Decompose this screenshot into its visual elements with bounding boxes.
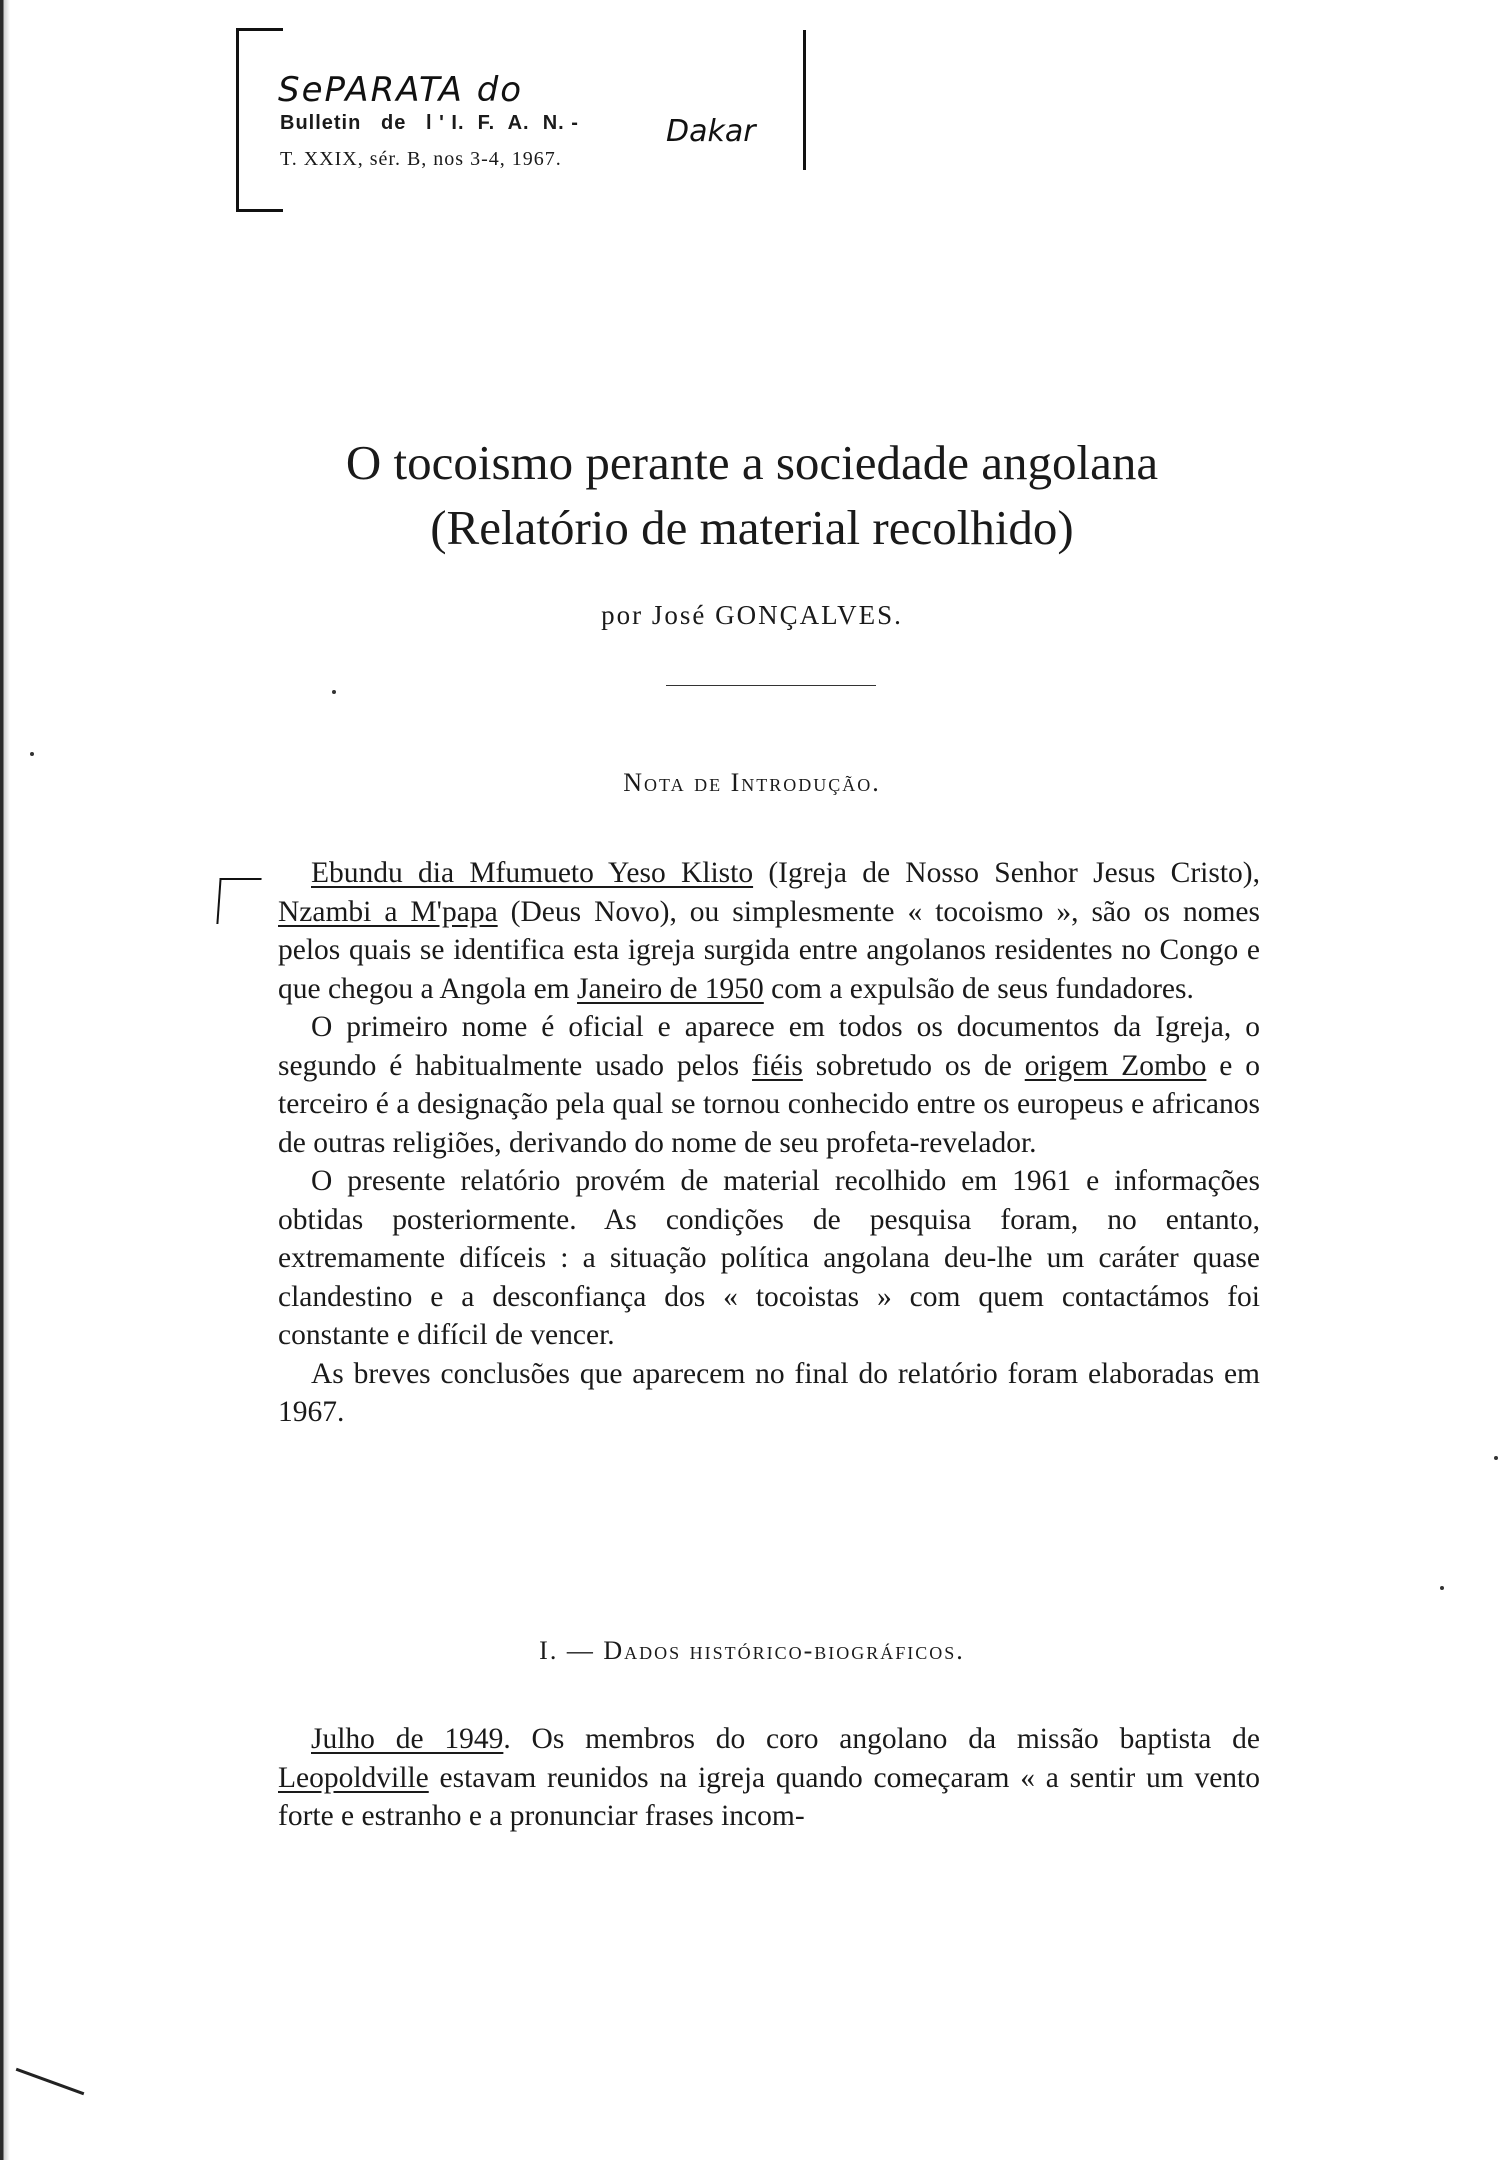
scan-speck	[30, 752, 34, 756]
paragraph: As breves conclusões que aparecem no final do relatório foram elaboradas em 1967.	[278, 1357, 1260, 1428]
paragraph: O primeiro nome é oficial e aparece em todos os documentos da Igreja, o segundo é habitualmente usado pelos fiéis sobretudo os de origem Zombo e o terceiro é a designação pela qual se tornou conhecido entre os europeus e africanos de outras religiões, derivando do nome de seu profeta-revelador.	[278, 1011, 1261, 1159]
handwritten-bracket-left	[236, 28, 283, 212]
article-title-line-2: (Relatório de material recolhido)	[430, 500, 1074, 555]
scan-speck	[332, 690, 336, 694]
introduction-body	[278, 854, 1260, 1432]
author-byline: por José GONÇALVES.	[601, 600, 903, 630]
scan-speck	[1440, 1586, 1444, 1590]
article-title-line-1: O tocoismo perante a sociedade angolana	[345, 435, 1159, 490]
section-heading-introduction: Nota de Introdução.	[623, 768, 881, 797]
paragraph: Julho de 1949. Os membros do coro angolano da missão baptista de Leopoldville estavam reunidos na igreja quando começaram « a sentir um vento forte e estranho e a pronunciar frases incom-	[278, 1723, 1260, 1832]
scan-left-edge	[0, 0, 10, 2160]
section-1-body	[278, 1720, 1260, 1836]
title-divider	[666, 685, 876, 686]
paragraph: O presente relatório provém de material recolhido em 1961 e informações obtidas posteriormente. As condições de pesquisa foram, no entanto, extremamente difíceis : a situação política angolana deu-lhe um caráter quase clandestino e a desconfiança dos « tocoistas » com quem contactámos foi constante e difícil de vencer.	[278, 1165, 1260, 1351]
handwritten-separata-note: SePARATA do	[278, 70, 524, 110]
series-reference: T. XXIX, sér. B, nos 3-4, 1967.	[280, 148, 562, 170]
scan-speck	[1494, 1456, 1498, 1460]
handwritten-margin-mark	[216, 878, 261, 924]
bulletin-reference: Bulletin de l ' I. F. A. N. -	[280, 112, 579, 134]
handwritten-bracket-right	[803, 30, 806, 170]
paragraph: Ebundu dia Mfumueto Yeso Klisto (Igreja de Nosso Senhor Jesus Cristo), Nzambi a M'papa (Deus Novo), ou simplesmente « tocoismo », são os nomes pelos quais se identifica esta igreja surgida entre angolanos residentes no Congo e que chegou a Angola em Janeiro de 1950 com a expulsão de seus fundadores.	[278, 857, 1260, 1005]
scan-mark	[16, 2068, 85, 2095]
handwritten-place-note: Dakar	[666, 114, 756, 149]
section-heading-1: I. — Dados histórico-biográficos.	[539, 1636, 965, 1665]
